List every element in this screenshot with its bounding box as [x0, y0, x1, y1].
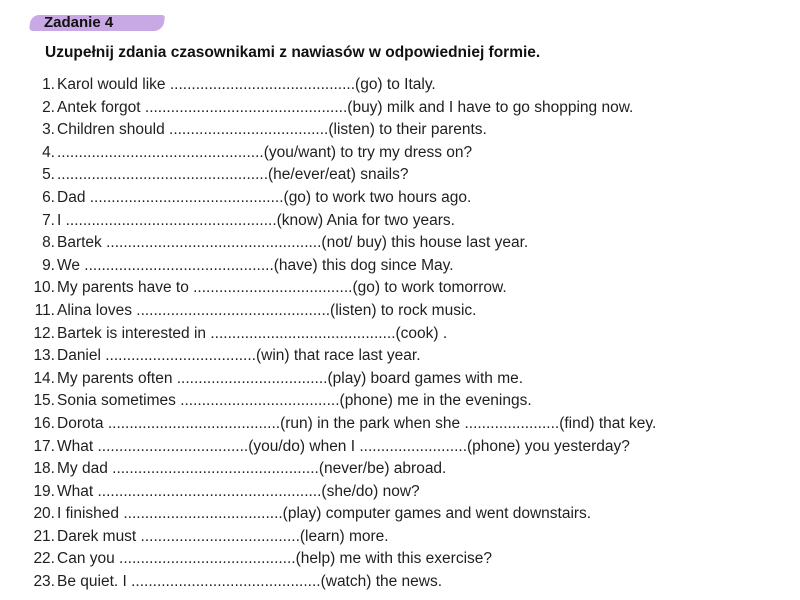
item-sentence: What ....................................................(she/do) now? — [57, 482, 420, 500]
item-number: 10. — [33, 279, 55, 297]
item-sentence: My dad ................................................(never/be) abroad. — [57, 460, 447, 478]
item-number: 7. — [42, 211, 55, 229]
item-sentence: Dad .............................................(go) to work two hours ago. — [57, 188, 472, 206]
item-sentence: Be quiet. I ............................................(watch) the news. — [57, 573, 443, 591]
item-number: 1. — [42, 76, 55, 93]
item-number: 17. — [33, 437, 55, 455]
item-sentence: Children should .....................................(listen) to their parents. — [57, 121, 487, 139]
item-sentence: My parents often ...................................(play) board games with me. — [57, 369, 524, 387]
item-number: 9. — [42, 256, 55, 274]
item-sentence: What ...................................(you/do) when I .........................(phone) you yesterday? — [57, 437, 630, 455]
item-sentence: Bartek is interested in ...........................................(cook) . — [57, 324, 448, 342]
item-number: 20. — [33, 505, 55, 523]
item-sentence: Sonia sometimes .....................................(phone) me in the evenings. — [57, 392, 532, 410]
item-number: 16. — [33, 414, 55, 432]
item-sentence: We ............................................(have) this dog since May. — [57, 256, 454, 274]
item-number: 13. — [33, 347, 55, 365]
item-number: 5. — [42, 166, 55, 184]
item-sentence: Karol would like ...........................................(go) to Italy. — [57, 76, 436, 93]
task-badge — [30, 13, 164, 33]
item-sentence: I finished .....................................(play) computer games and went downstairs. — [57, 505, 592, 523]
task-instruction: Uzupełnij zdania czasownikami z nawiasów w odpowiedniej formie. — [45, 44, 541, 61]
item-sentence: Darek must .....................................(learn) more. — [57, 527, 389, 545]
item-sentence: Alina loves .............................................(listen) to rock music. — [57, 301, 477, 319]
item-number: 23. — [33, 573, 55, 591]
item-number: 11. — [34, 301, 55, 319]
item-number: 12. — [33, 324, 55, 342]
item-number: 6. — [42, 188, 55, 206]
item-number: 18. — [33, 460, 55, 478]
item-sentence: .................................................(he/ever/eat) snails? — [57, 166, 409, 184]
item-number: 22. — [33, 550, 55, 568]
item-number: 14. — [33, 369, 55, 387]
item-sentence: My parents have to .....................................(go) to work tomorrow. — [57, 279, 507, 297]
item-number: 2. — [42, 98, 55, 116]
item-number: 3. — [42, 121, 55, 139]
item-number: 21. — [33, 527, 55, 545]
item-number: 8. — [42, 234, 55, 252]
item-sentence: Dorota ........................................(run) in the park when she ......................(find) that key. — [57, 414, 657, 432]
item-sentence: Daniel ...................................(win) that race last year. — [57, 347, 421, 365]
item-number: 15. — [33, 392, 55, 410]
item-sentence: ................................................(you/want) to try my dress on? — [57, 143, 473, 161]
item-sentence: I .................................................(know) Ania for two years. — [57, 211, 455, 229]
item-number: 19. — [33, 482, 55, 500]
item-sentence: Bartek ..................................................(not/ buy) this house last year. — [57, 234, 529, 252]
item-number: 4. — [42, 143, 55, 161]
item-sentence: Antek forgot ...............................................(buy) milk and I have to go shopping now. — [57, 98, 634, 116]
task-title: Zadanie 4 — [44, 14, 114, 31]
item-sentence: Can you .........................................(help) me with this exercise? — [57, 550, 493, 568]
